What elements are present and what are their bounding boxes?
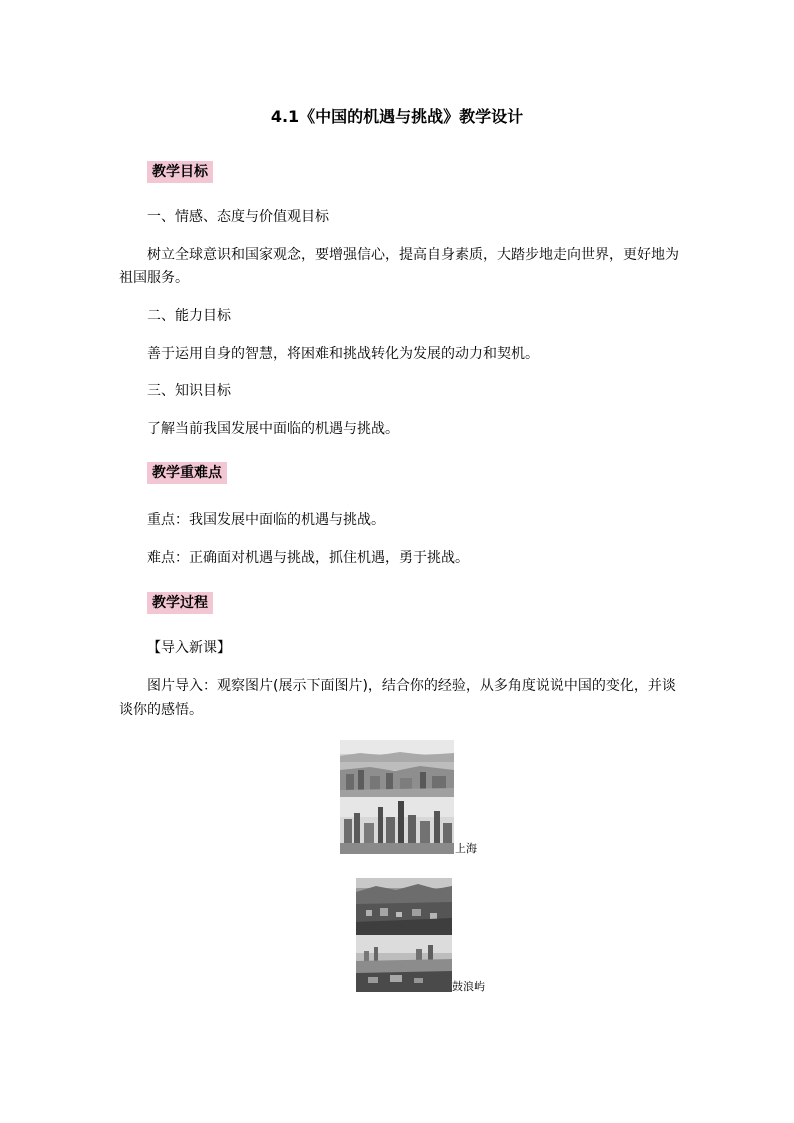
shanghai-figure [340,740,455,854]
gulangyu-figure [356,878,452,992]
page-title: 4.1《中国的机遇与挑战》教学设计 [270,107,524,126]
section-label-key-points: 教学重难点 [147,462,227,484]
goal-paragraph-1-line-1: 树立全球意识和国家观念，要增强信心，提高自身素质，大踏步地走向世界，更好地为 [147,247,679,263]
process-heading: 【导入新课】 [147,640,231,656]
shanghai-new-photo [340,797,454,854]
section-label-goals: 教学目标 [147,161,213,183]
process-intro-line-2: 谈你的感悟。 [119,702,203,718]
goal-paragraph-3: 了解当前我国发展中面临的机遇与挑战。 [147,421,399,437]
goal-paragraph-2: 善于运用自身的智慧，将困难和挑战转化为发展的动力和契机。 [147,346,539,362]
shanghai-caption: 上海 [455,842,477,855]
section-label-process: 教学过程 [147,592,213,614]
process-intro-line-1: 图片导入：观察图片(展示下面图片)，结合你的经验，从多角度说说中国的变化，并谈 [147,678,676,694]
key-point-focus: 重点：我国发展中面临的机遇与挑战。 [147,512,385,528]
key-point-difficulty: 难点：正确面对机遇与挑战，抓住机遇，勇于挑战。 [147,550,469,566]
gulangyu-new-photo [356,935,452,992]
goal-heading-3: 三、知识目标 [147,383,231,399]
goal-heading-1: 一、情感、态度与价值观目标 [147,209,329,225]
shanghai-old-photo [340,740,454,797]
gulangyu-caption: 鼓浪屿 [452,980,485,993]
gulangyu-old-photo [356,878,452,935]
goal-heading-2: 二、能力目标 [147,308,231,324]
goal-paragraph-1-line-2: 祖国服务。 [119,270,189,286]
